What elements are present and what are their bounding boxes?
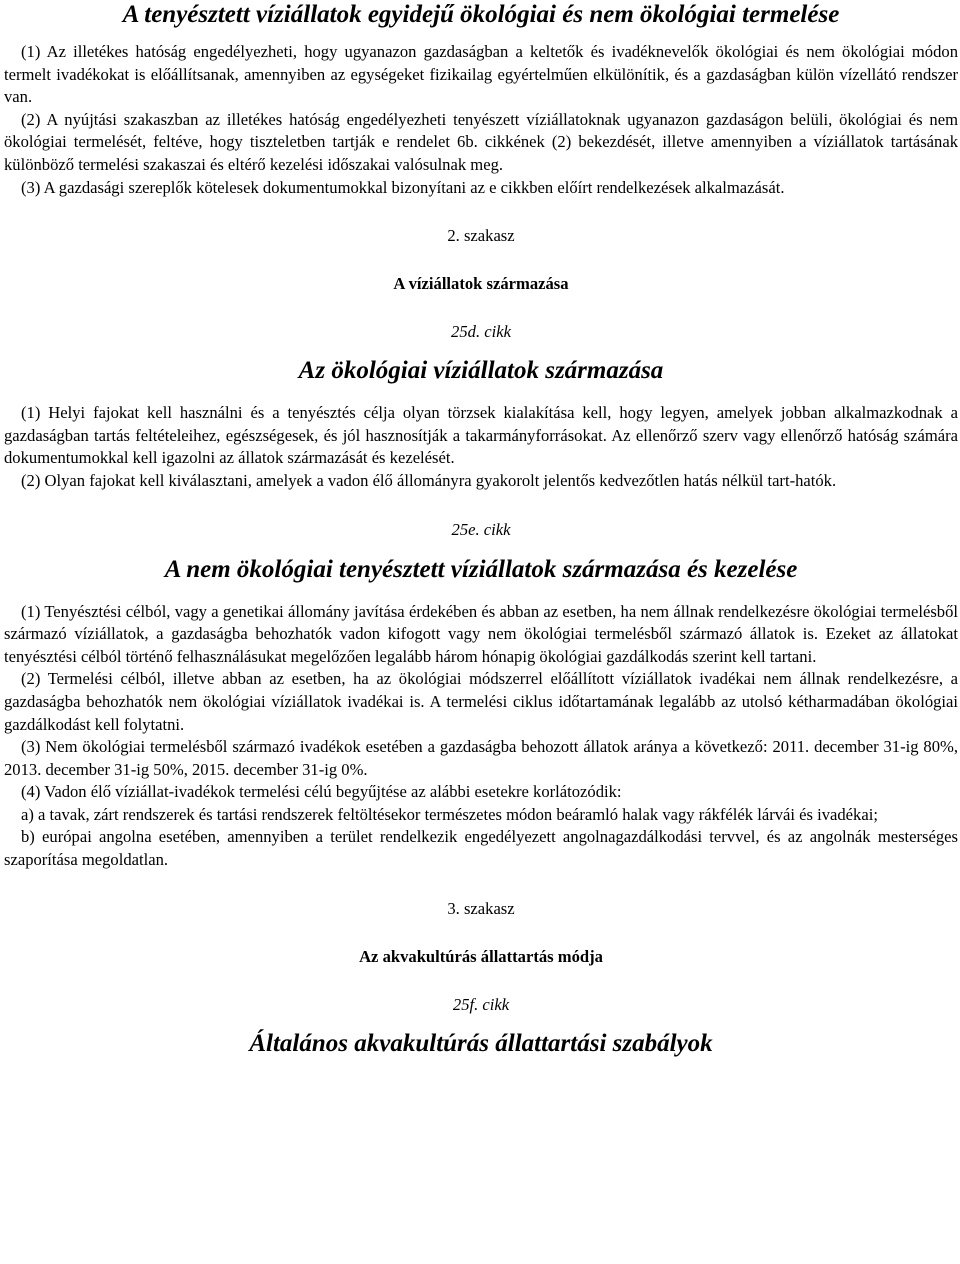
document-page <box>4 0 958 1059</box>
article-25d-body <box>4 402 958 492</box>
article-25e-label: 25e. cikk <box>451 519 511 539</box>
article-25d-paragraph-2: (2) Olyan fajokat kell kiválasztani, amelyek a vadon élő állományra gyakorolt jelentős kedvezőtlen hatás nélkül tart-hatók. <box>21 470 837 490</box>
article-25e-paragraph-b: b) európai angolna esetében, amennyiben a terület rendelkezik engedélyezett angolnagazdálkodási tervvel, és az angolnák mesterséges szaporítása megoldatlan. <box>4 827 958 870</box>
article-25d-label: 25d. cikk <box>451 322 511 342</box>
chapter-title: A tenyésztett víziállatok egyidejű ökológiai és nem ökológiai termelése <box>122 1 840 28</box>
article-25f-title: Általános akvakultúrás állattartási szabályok <box>249 1029 713 1057</box>
intro-paragraph-2: (2) A nyújtási szakaszban az illetékes hatóság engedélyezheti tenyészett víziállatoknak ugyanazon gazdaságon belüli, ökológiai és nem ökológiai termelését, feltéve, hogy tiszteletben tartják e rendelet 6b. cikkének (2) bekezdését, illetve amennyiben a víziállatok tartásának különböző termelési szakaszai és eltérő kezelési időszakai valósulnak meg. <box>4 109 958 174</box>
article-25e-paragraph-4: (4) Vadon élő víziállat-ivadékok termelési célú begyűjtése az alábbi esetekre korlátozódik: <box>21 782 622 802</box>
section-3-label: 3. szakasz <box>447 898 515 918</box>
section-3-title: Az akvakultúrás állattartás módja <box>359 946 603 966</box>
intro-section <box>4 41 958 199</box>
article-25e-paragraph-3: (3) Nem ökológiai termelésből származó ivadékok esetében a gazdaságba behozott állatok aránya a következő: 2011. december 31-ig 80%, 2013. december 31-ig 50%, 2015. december 31-ig 0%. <box>4 737 958 779</box>
article-25d-title: Az ökológiai víziállatok származása <box>298 357 664 385</box>
article-25e-paragraph-2: (2) Termelési célból, illetve abban az esetben, ha az ökológiai módszerrel előállított víziállatok ivadékai nem állnak rendelkezésre, a gazdaságba behozhatók nem ökológiai víziállatok ivadékai is. A termelési ciklus időtartamának legalább az utolsó kétharmadában ökológiai gazdálkodást kell folytatni. <box>4 669 958 734</box>
section-2-title: A víziállatok származása <box>393 274 569 294</box>
article-25e-paragraph-1: (1) Tenyésztési célból, vagy a genetikai állomány javítása érdekében és abban az esetben, ha nem állnak rendelkezésre ökológiai termelésből származó víziállatok, a gazdaságba behozhatók vadon kifogott vagy nem ökológiai termelésből származó állatok is. Ezeket az állatokat tenyésztési célból történő felhasználásukat megelőzően legalább három hónapig ökológiai gazdálkodás szerint kell tartani. <box>4 601 958 666</box>
article-25d-paragraph-1: (1) Helyi fajokat kell használni és a tenyésztés célja olyan törzsek kialakítása kell, hogy legyen, amelyek jobban alkalmazkodnak a gazdaságban tartás feltételeihez, egészségesek, és jól hasznosítják a takarmányforrásokat. Az ellenőrző szerv vagy ellenőrző hatóság számára dokumentumokkal kell igazolni az állatok származását és kezelését. <box>4 403 958 468</box>
intro-paragraph-3: (3) A gazdasági szereplők kötelesek dokumentumokkal bizonyítani az e cikkben előírt rendelkezések alkalmazását. <box>21 177 785 197</box>
article-25e-title: A nem ökológiai tenyésztett víziállatok származása és kezelése <box>164 555 798 583</box>
article-25e-paragraph-a: a) a tavak, zárt rendszerek és tartási rendszerek feltöltésekor természetes módon beáramló halak vagy rákfélék lárvái és ivadékai; <box>21 804 878 824</box>
section-2-label: 2. szakasz <box>447 226 515 246</box>
article-25e-body <box>4 601 958 872</box>
article-25f-label: 25f. cikk <box>452 994 510 1014</box>
intro-paragraph-1: (1) Az illetékes hatóság engedélyezheti, hogy ugyanazon gazdaságban a keltetők és ivadéknevelők ökológiai és nem ökológiai módon termelt ivadékokat is előállítsanak, amennyiben az egységeket fizikailag egyértelműen elkülönítik, és a gazdaságban külön vízellátó rendszer van. <box>4 42 958 107</box>
